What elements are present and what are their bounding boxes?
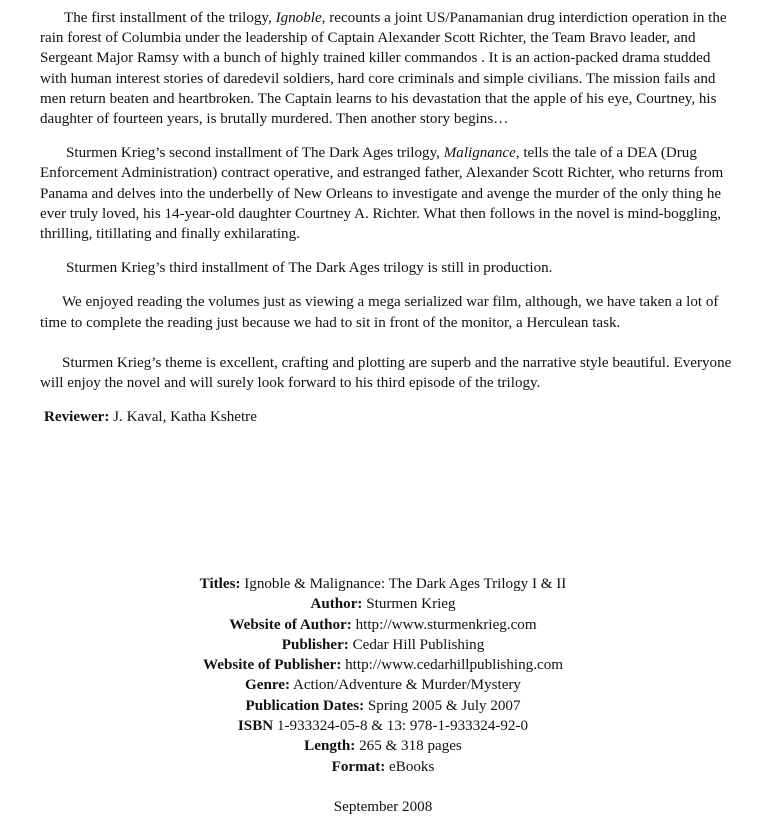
info-label: Length: (304, 738, 356, 755)
reviewer-label: Reviewer: (44, 409, 110, 426)
info-value: Sturmen Krieg (362, 596, 456, 613)
info-label: Author: (310, 596, 363, 613)
review-date: September 2008 (333, 799, 433, 815)
info-label: Website of Author: (229, 616, 352, 633)
reviewer-line (44, 407, 740, 427)
p1-text-after: , recounts a joint US/Panamanian drug interdiction operation in the rain forest of Columbia under the leadership of Captain Alexander Scott Richter, the Team Bravo leader, and Sergeant Major Ramsy with a bunch of highly trained killer commandos . It is an action-packed drama studded with human interest stories of daredevil soldiers, hard core criminals and simple civilians. The mission fails and men return beaten and heartbroken. The Captain learns to his devastation that the apple of his eye, Courtney, his daughter of fourteen years, is brutally murdered. Then another story begins… (40, 10, 727, 128)
p1-text-before: The first installment of the trilogy, (64, 10, 276, 26)
info-label: Genre: (245, 677, 290, 694)
info-author (0, 594, 766, 614)
book-title-ignoble: Ignoble (275, 10, 322, 26)
info-label: ISBN (237, 718, 274, 735)
info-publisher (0, 635, 766, 655)
info-label: Publisher: (281, 636, 349, 653)
review-paragraph-5: Sturmen Krieg’s theme is excellent, crafting and plotting are superb and the narrative style beautiful. Everyone will enjoy the novel and will surely look forward to his third episode of the trilogy. (40, 354, 732, 392)
info-titles (0, 574, 766, 594)
info-publisher-website (0, 655, 766, 675)
info-label: Format: (331, 758, 386, 775)
book-info-block (0, 574, 766, 777)
info-length (0, 736, 766, 756)
review-body (40, 8, 740, 427)
info-value: 265 & 318 pages (355, 738, 462, 755)
info-value: http://www.cedarhillpublishing.com (341, 657, 563, 674)
reviewer-names: J. Kaval, Katha Kshetre (109, 409, 257, 426)
info-value: Spring 2005 & July 2007 (364, 697, 521, 714)
info-value: Ignoble & Malignance: The Dark Ages Trilogy I & II (240, 576, 567, 592)
review-paragraph-2 (40, 143, 740, 244)
p2-text-before: Sturmen Krieg’s second installment of The Dark Ages trilogy, (66, 145, 444, 162)
info-value: Action/Adventure & Murder/Mystery (290, 677, 521, 694)
info-label: Titles: (199, 576, 241, 592)
review-paragraph-4: We enjoyed reading the volumes just as viewing a mega serialized war film, although, we have taken a lot of time to complete the reading just because we had to sit in front of the monitor, a Herculean task. (40, 294, 719, 331)
info-value: eBooks (385, 758, 435, 775)
info-value: http://www.sturmenkrieg.com (351, 616, 537, 633)
info-value: 1-933324-05-8 & 13: 978-1-933324-92-0 (273, 718, 529, 735)
info-publication-dates (0, 696, 766, 716)
info-value: Cedar Hill Publishing (348, 636, 485, 653)
book-title-malignance: Malignance (443, 145, 516, 162)
review-paragraph-1 (40, 8, 740, 129)
info-isbn (0, 716, 766, 736)
info-genre (0, 675, 766, 695)
review-paragraph-3: Sturmen Krieg’s third installment of The Dark Ages trilogy is still in production. (66, 260, 553, 277)
info-label: Website of Publisher: (203, 657, 342, 674)
p2-text-after: , tells the tale of a DEA (Drug Enforcement Administration) contract operative, and estranged father, Alexander Scott Richter, who returns from Panama and delves into the underbelly of New Orleans to investigate and avenge the murder of the only thing he ever truly loved, his 14-year-old daughter Courtney A. Richter. What then follows in the novel is mind-boggling, thrilling, titillating and finally exhilarating. (40, 145, 724, 243)
info-format (0, 757, 766, 777)
info-author-website (0, 615, 766, 635)
info-label: Publication Dates: (245, 697, 365, 714)
